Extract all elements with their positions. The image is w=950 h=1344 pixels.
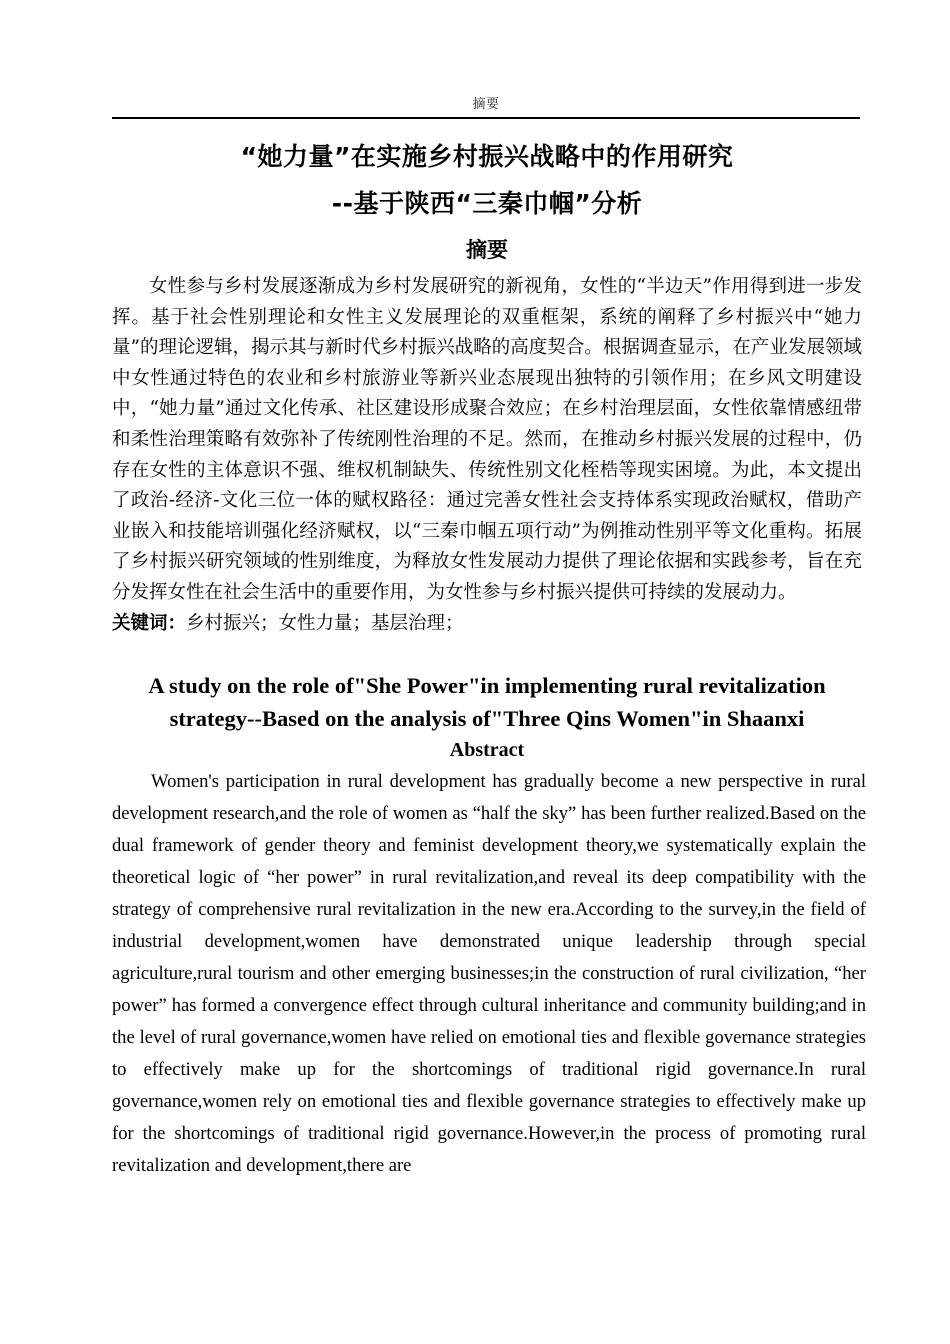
header-divider — [112, 117, 860, 119]
page-header — [112, 96, 860, 127]
section-spacer — [112, 639, 862, 669]
chinese-abstract-heading: 摘要 — [466, 238, 508, 262]
english-title-line1: A study on the role of"She Power"in implementing rural revitalization — [148, 673, 826, 699]
chinese-abstract-paragraph: 女性参与乡村发展逐渐成为乡村发展研究的新视角，女性的“半边天”作用得到进一步发挥。基于社会性别理论和女性主义发展理论的双重框架，系统的阐释了乡村振兴中“她力量”的理论逻辑，揭示其与新时代乡村振兴战略的高度契合。根据调查显示，在产业发展领域中女性通过特色的农业和乡村旅游业等新兴业态展现出独特的引领作用；在乡风文明建设中，“她力量”通过文化传承、社区建设形成聚合效应；在乡村治理层面，女性依靠情感纽带和柔性治理策略有效弥补了传统刚性治理的不足。然而，在推动乡村振兴发展的过程中，仍存在女性的主体意识不强、维权机制缺失、传统性别文化桎梏等现实困境。为此，本文提出了政治-经济-文化三位一体的赋权路径：通过完善女性社会支持体系实现政治赋权，借助产业嵌入和技能培训强化经济赋权，以“三秦巾帼五项行动”为例推动性别平等文化重构。拓展了乡村振兴研究领域的性别维度，为释放女性发展动力提供了理论依据和实践参考，旨在充分发挥女性在社会生活中的重要作用，为女性参与乡村振兴提供可持续的发展动力。 — [112, 276, 862, 603]
english-title-line2: strategy--Based on the analysis of"Three Qins Women"in Shaanxi — [169, 706, 805, 732]
chinese-keywords-line — [112, 609, 862, 640]
chinese-subtitle: --基于陕西“三秦巾帼”分析 — [331, 189, 643, 218]
english-abstract-paragraph: Women's participation in rural development has gradually become a new perspective in rural development research,and the role of women as “half the sky” has been further realized.Based on the dual framework of gender theory and feminist development theory,we systematically explain the theoretical logic of “her power” in rural revitalization,and reveal its deep compatibility with the strategy of comprehensive rural revitalization in the new era.According to the survey,in the field of industrial development,women have demonstrated unique leadership through special agriculture,rural tourism and other emerging businesses;in the construction of rural civilization, “her power” has formed a convergence effect through cultural inheritance and community building;and in the level of rural governance,women have relied on emotional ties and flexible governance strategies to effectively make up for the shortcomings of traditional rigid governance.In rural governance,women rely on emotional ties and flexible governance strategies to effectively make up for the shortcomings of traditional rigid governance.However,in the process of promoting rural revitalization and development,there are — [112, 771, 866, 1177]
english-abstract-heading: Abstract — [449, 739, 525, 762]
running-header-text: 摘要 — [472, 97, 500, 112]
chinese-title: “她力量”在实施乡村振兴战略中的作用研究 — [240, 142, 734, 171]
document-content — [112, 136, 866, 1182]
keywords-value: 乡村振兴；女性力量；基层治理； — [186, 612, 464, 634]
keywords-label: 关键词： — [112, 612, 187, 634]
